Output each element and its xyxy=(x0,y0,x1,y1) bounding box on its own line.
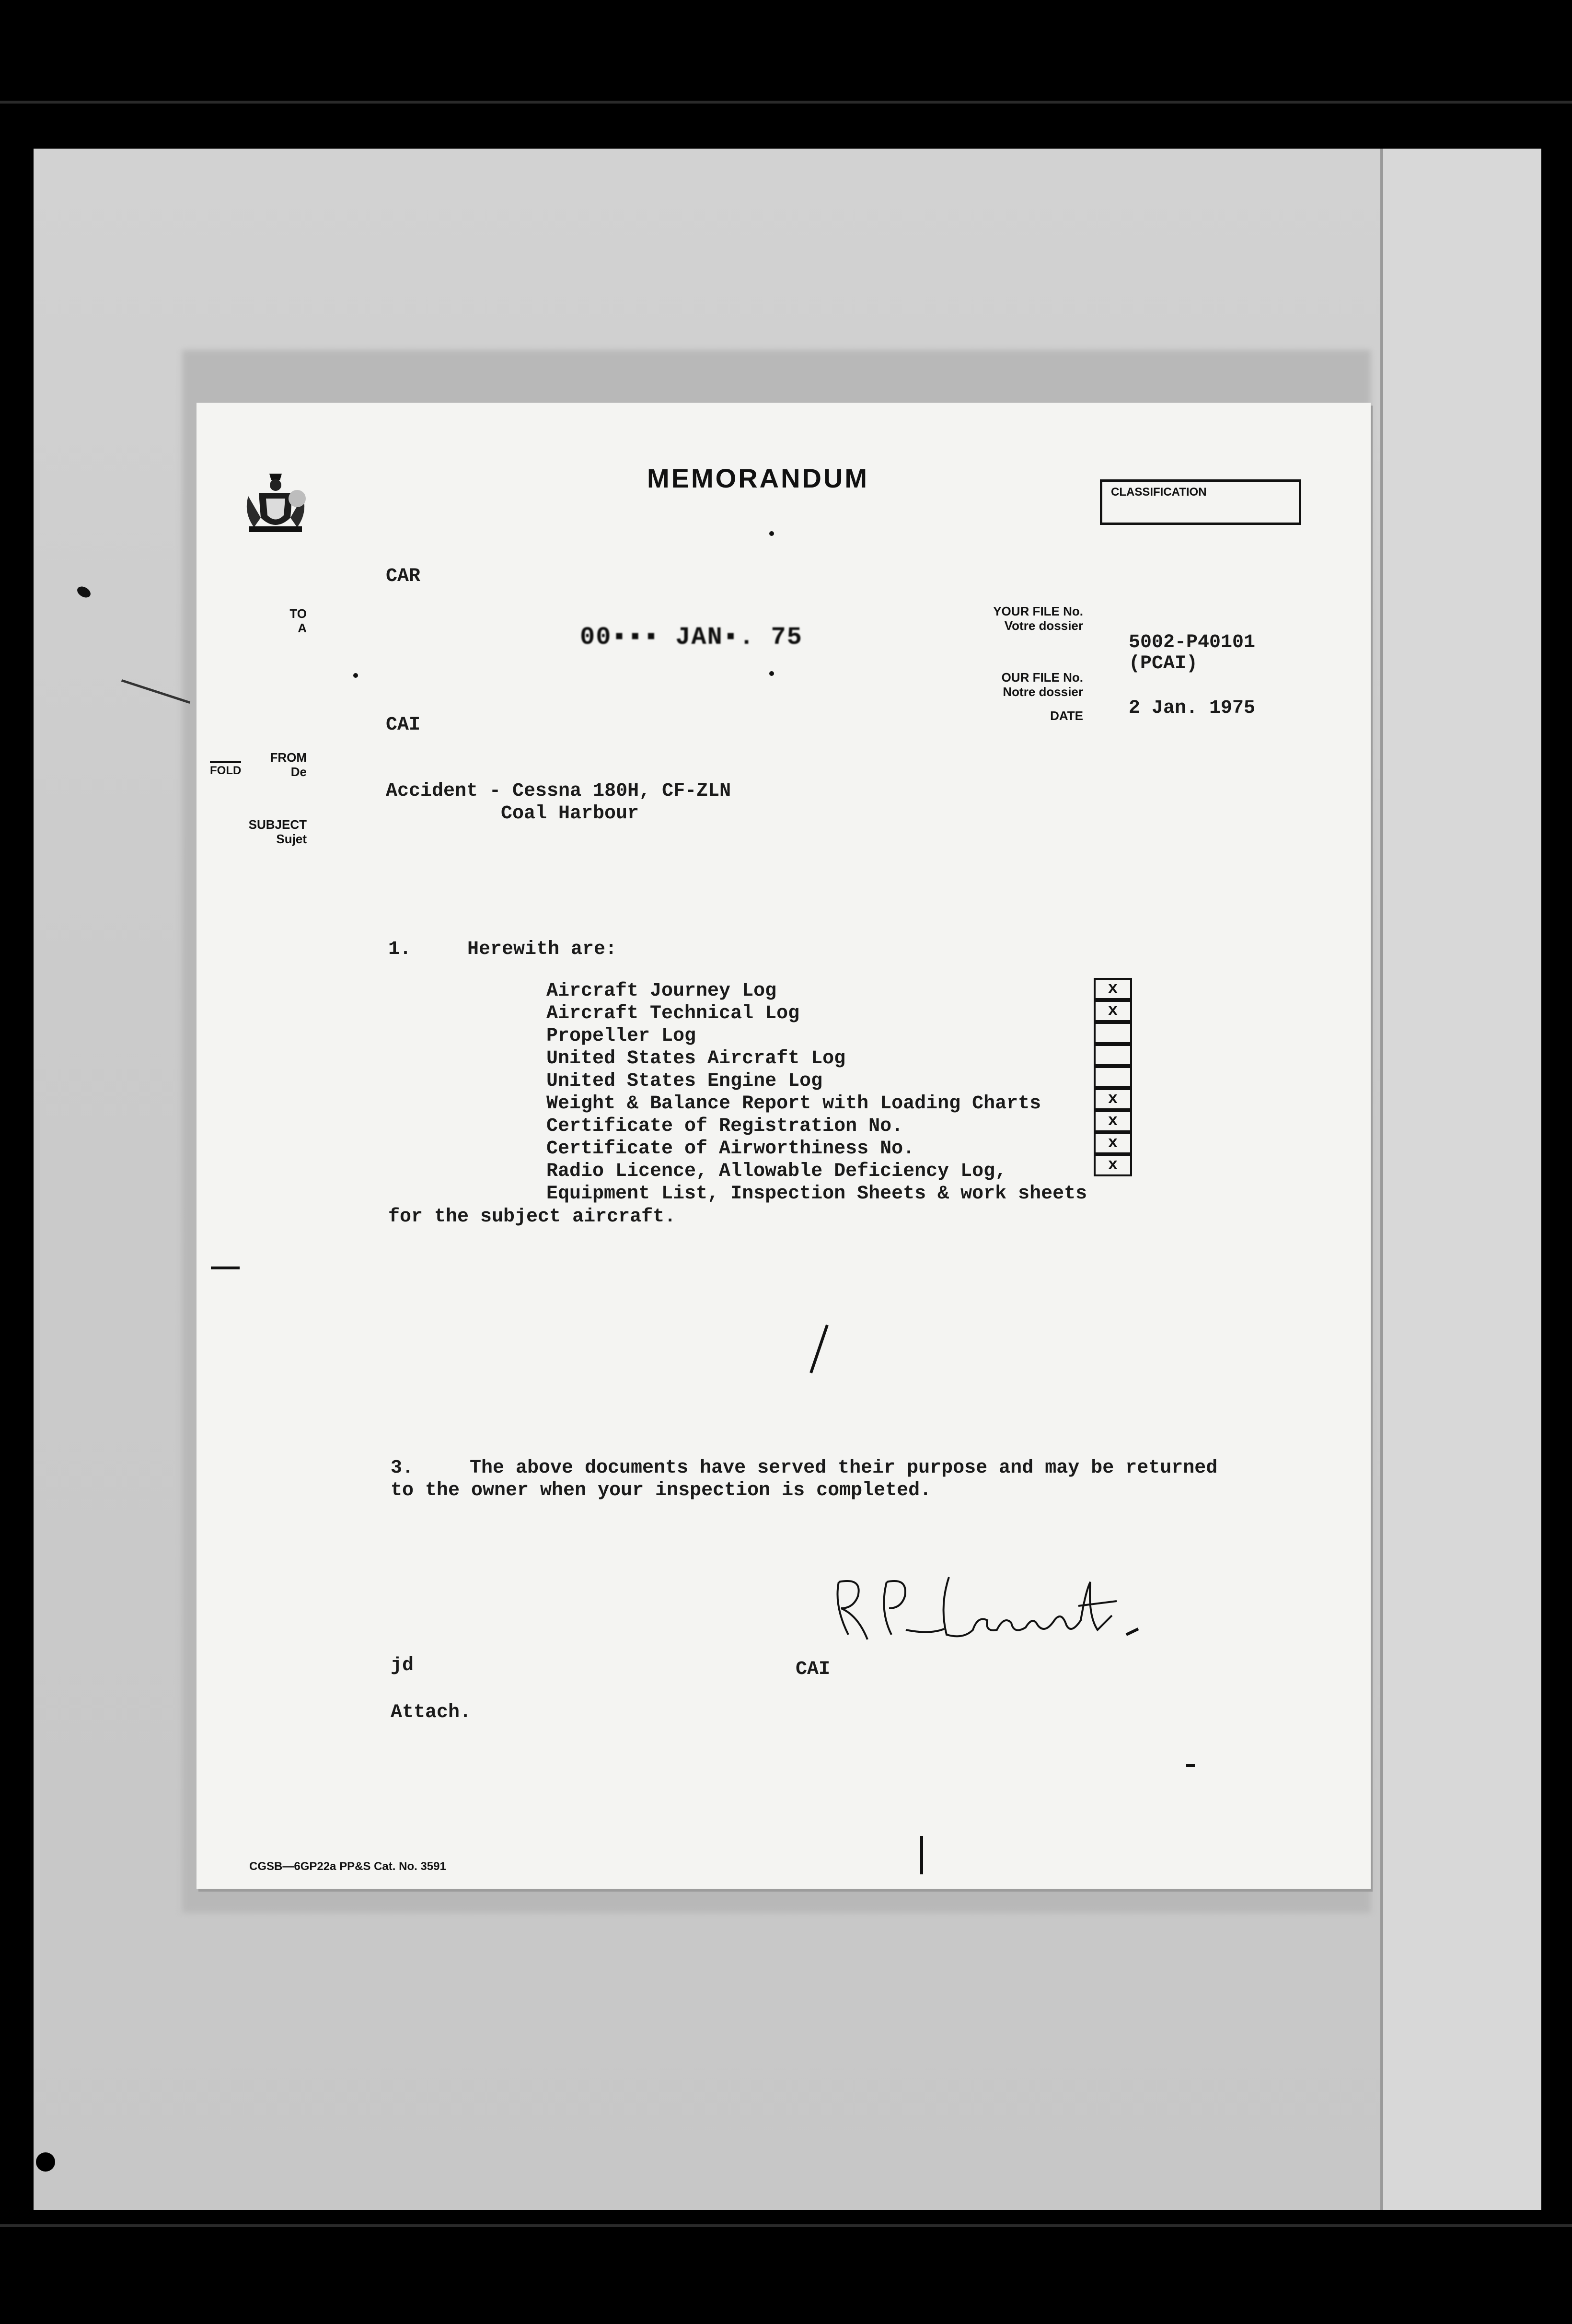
item-checkbox: x xyxy=(1094,1088,1132,1110)
fold-marker: FOLD xyxy=(210,761,241,778)
item-checkbox xyxy=(1094,1066,1132,1088)
scan-top-edge xyxy=(0,101,1572,104)
item-label: United States Aircraft Log xyxy=(546,1048,846,1069)
item-checkbox: x xyxy=(1094,978,1132,1000)
our-file-value: 5002-P40101 xyxy=(1129,632,1256,653)
to-label: TO A xyxy=(289,606,307,635)
item-checkbox xyxy=(1094,1022,1132,1044)
hand-slash-mark xyxy=(805,1323,834,1376)
classification-box xyxy=(1100,479,1301,525)
received-stamp: 00▪▪▪ JAN▪. 75 xyxy=(580,623,803,651)
item-label: Aircraft Journey Log xyxy=(546,980,777,1002)
your-file-label: YOUR FILE No. Votre dossier xyxy=(993,604,1083,633)
scan-mark xyxy=(920,1836,923,1874)
item-checkbox: x xyxy=(1094,1110,1132,1132)
coat-of-arms-icon xyxy=(240,470,312,542)
for-line: for the subject aircraft. xyxy=(388,1206,676,1228)
to-value: CAR xyxy=(386,566,421,587)
attachment-note: Attach. xyxy=(391,1702,472,1723)
from-label: FROM De xyxy=(270,750,307,779)
scan-bottom-edge xyxy=(0,2224,1572,2227)
item-label: Radio Licence, Allowable Deficiency Log, xyxy=(546,1161,1007,1182)
folder-side-tab xyxy=(1380,149,1541,2210)
scan-speck xyxy=(769,671,774,676)
para3-line-1: The above documents have served their purpose and may be returned xyxy=(470,1457,1218,1479)
memorandum-sheet xyxy=(196,403,1371,1889)
date-value: 2 Jan. 1975 xyxy=(1129,697,1256,719)
scan-speck xyxy=(769,531,774,536)
scan-speck xyxy=(1186,1764,1195,1767)
subject-line-1: Accident - Cessna 180H, CF-ZLN xyxy=(386,780,731,802)
item-checkbox xyxy=(1094,1044,1132,1066)
signatory: CAI xyxy=(796,1659,831,1680)
form-number: CGSB—6GP22a PP&S Cat. No. 3591 xyxy=(249,1860,446,1873)
date-label: DATE xyxy=(1050,709,1083,723)
item-label: Equipment List, Inspection Sheets & work sheets xyxy=(546,1183,1087,1205)
item-label: Certificate of Registration No. xyxy=(546,1116,903,1137)
memo-title: MEMORANDUM xyxy=(647,463,869,493)
subject-line-2: Coal Harbour xyxy=(501,803,639,825)
handwritten-signature xyxy=(820,1563,1184,1649)
para1-number: 1. xyxy=(388,939,412,960)
folder-hole xyxy=(36,2152,55,2172)
para3-line-2: to the owner when your inspection is completed. xyxy=(391,1480,932,1501)
item-label: Aircraft Technical Log xyxy=(546,1003,800,1024)
typist-initials: jd xyxy=(391,1655,414,1676)
subject-label: SUBJECT Sujet xyxy=(248,817,307,846)
para3-number: 3. xyxy=(391,1457,414,1479)
scan-speck xyxy=(353,673,358,678)
item-checkbox: x xyxy=(1094,1132,1132,1154)
item-label: United States Engine Log xyxy=(546,1070,823,1092)
item-label: Weight & Balance Report with Loading Charts xyxy=(546,1093,1041,1115)
margin-dash xyxy=(211,1267,240,1269)
our-file-value-suffix: (PCAI) xyxy=(1129,653,1198,674)
classification-label: CLASSIFICATION xyxy=(1111,486,1207,499)
item-checkbox: x xyxy=(1094,1000,1132,1022)
item-label: Certificate of Airworthiness No. xyxy=(546,1138,915,1160)
item-label: Propeller Log xyxy=(546,1025,696,1047)
item-checkbox: x xyxy=(1094,1154,1132,1176)
from-value: CAI xyxy=(386,714,421,736)
para1-text: Herewith are: xyxy=(467,939,617,960)
our-file-label: OUR FILE No. Notre dossier xyxy=(1001,670,1083,699)
